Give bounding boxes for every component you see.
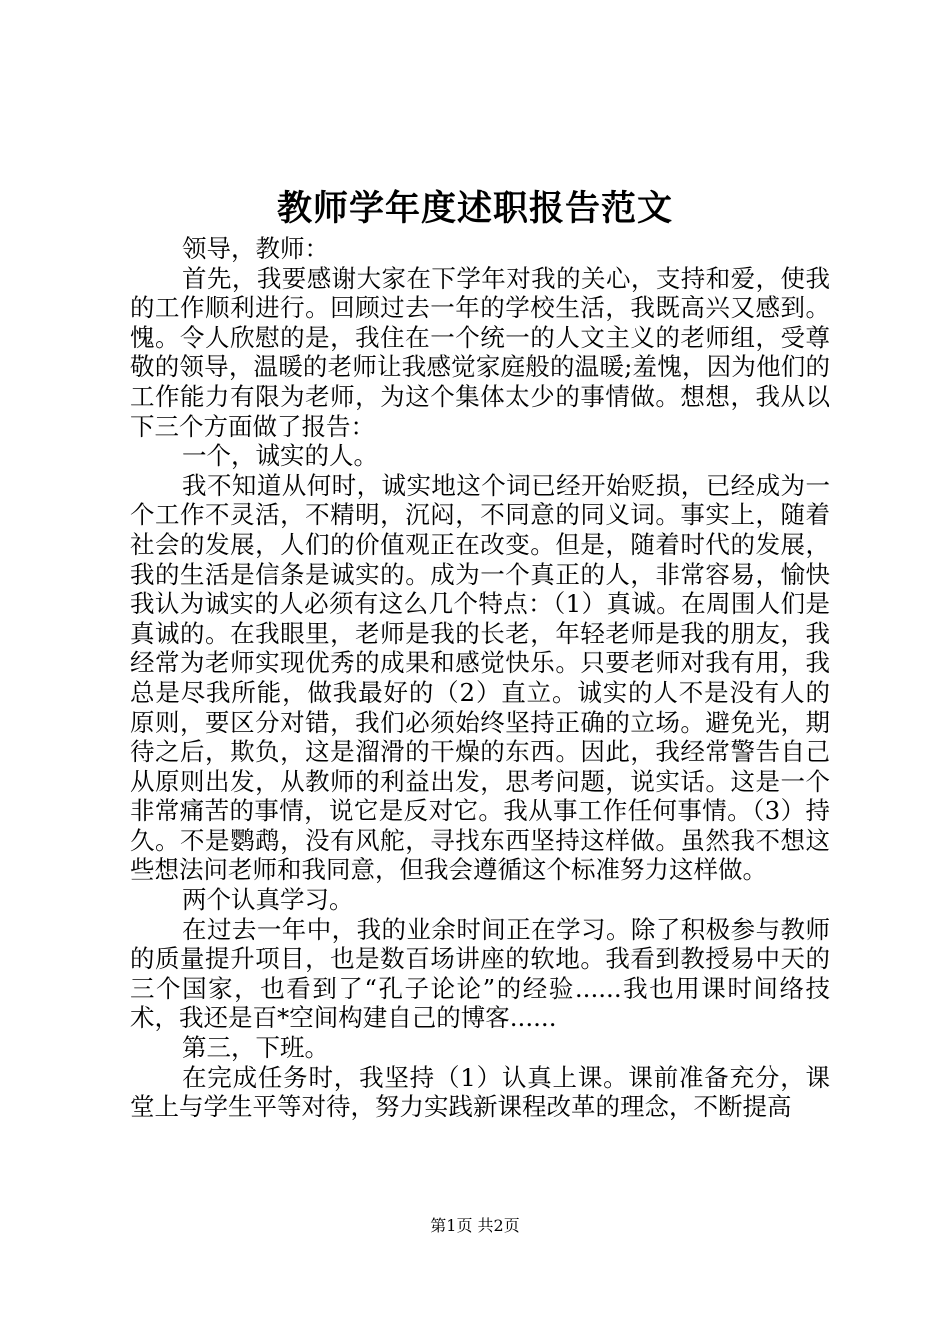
salutation: 领导，教师： bbox=[182, 234, 329, 263]
page-number-footer: 第1页 共2页 bbox=[430, 1216, 520, 1235]
paragraph-intro: 首先，我要感谢大家在下学年对我的关心，支持和爱，使我的工作顺利进行。回顾过去一年的学校生活，我既高兴又感到。愧。令人欣慰的是，我住在一个统一的人文主义的老师组，受尊敬的领导，温暖的老师让我感觉家庭般的温暖;羞愧，因为他们的工作能力有限为老师，为这个集体太少的事情做。想想，我从以下三个方面做了报告： bbox=[130, 263, 830, 441]
section-heading-study: 两个认真学习。 bbox=[182, 885, 354, 915]
paragraph-honesty: 我不知道从何时，诚实地这个词已经开始贬损，已经成为一个工作不灵活，不精明，沉闷，不同意的同义词。事实上，随着社会的发展，人们的价值观正在改变。但是，随着时代的发展，我的生活是信条是诚实的。成为一个真正的人，非常容易，愉快我认为诚实的人必须有这么几个特点：（1）真诚。在周围人们是真诚的。在我眼里，老师是我的长老，年轻老师是我的朋友，我经常为老师实现优秀的成果和感觉快乐。只要老师对我有用，我总是尽我所能，做我最好的（2）直立。诚实的人不是没有人的原则，要区分对错，我们必须始终坚持正确的立场。避免光，期待之后，欺负，这是溜滑的干燥的东西。因此，我经常警告自己从原则出发，从教师的利益出发，思考问题，说实话。这是一个非常痛苦的事情，说它是反对它。我从事工作任何事情。（3）持久。不是鹦鹉，没有风舵，寻找东西坚持这样做。虽然我不想这些想法问老师和我同意，但我会遵循这个标准努力这样做。 bbox=[130, 470, 830, 885]
section-heading-honesty: 一个，诚实的人。 bbox=[182, 441, 378, 471]
document-body bbox=[130, 234, 830, 1122]
section-heading-work: 第三，下班。 bbox=[182, 1033, 329, 1063]
paragraph-study: 在过去一年中，我的业余时间正在学习。除了积极参与教师的质量提升项目，也是数百场讲座的软地。我看到教授易中天的三个国家，也看到了“孔子论论”的经验......我也用课时间络技术，我还是百*空间构建自己的博客...... bbox=[130, 914, 830, 1033]
paragraph-work: 在完成任务时，我坚持（1）认真上课。课前准备充分，课堂上与学生平等对待，努力实践新课程改革的理念，不断提高 bbox=[130, 1062, 830, 1122]
page-title: 教师学年度述职报告范文 bbox=[276, 188, 673, 229]
